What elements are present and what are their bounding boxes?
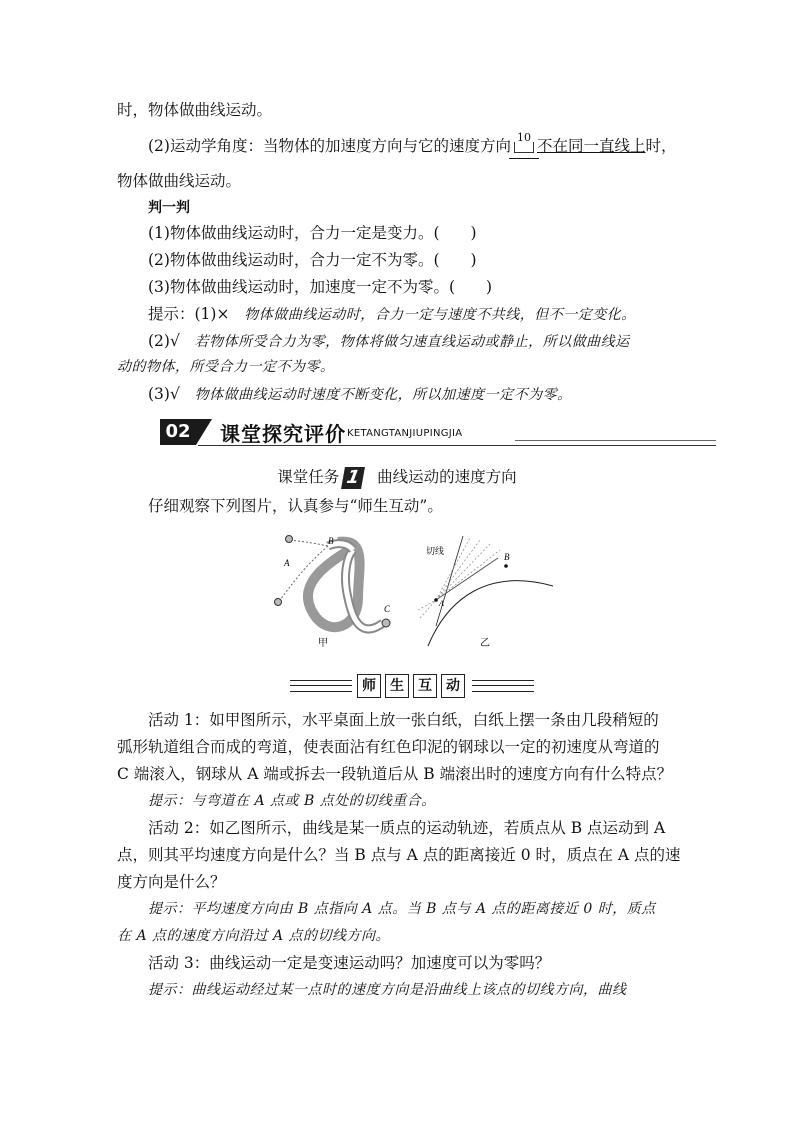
section-banner — [160, 416, 716, 448]
hint-line — [148, 331, 630, 352]
hint-text: 提示：与弯道在 A 点或 B 点处的切线重合。 — [148, 793, 436, 809]
tangent-label: 切线 — [426, 547, 445, 557]
hint-line: 动的物体，所受合力一定不为零。 — [117, 359, 335, 375]
judge-question: (1)物体做曲线运动时，合力一定是变力。( ) — [148, 224, 477, 242]
activity-text: 活动 3：曲线运动一定是变速运动吗？加速度可以为零吗？ — [148, 954, 551, 972]
text-line: 物体做曲线运动。 — [117, 172, 242, 190]
hint-line — [148, 304, 636, 325]
task-title: 曲线运动的速度方向 — [377, 468, 517, 486]
judge-question: (3)物体做曲线运动时，加速度一定不为零。( ) — [148, 278, 493, 296]
fill-blank-marker — [511, 131, 537, 156]
figure-trajectories — [258, 528, 568, 656]
text-segment: 时， — [645, 137, 677, 155]
task-number-badge: 1 — [341, 467, 365, 489]
activity-text: 点，则其平均速度方向是什么？当 B 点与 A 点的距离接近 0 时，质点在 A 点的速 — [117, 846, 681, 864]
tag-char: 师 — [357, 674, 381, 698]
caption-right: 乙 — [480, 638, 490, 649]
tag-char: 生 — [385, 674, 409, 698]
point-label-b: B — [328, 536, 334, 546]
point-label-a: A — [284, 558, 290, 568]
section-title: 课堂探究评价 — [220, 422, 346, 446]
activity-text: 活动 2：如乙图所示，曲线是某一质点的运动轨迹，若质点从 B 点运动到 A — [148, 819, 666, 837]
hint-text: 物体做曲线运动时，合力一定与速度不共线，但不一定变化。 — [244, 307, 636, 323]
task-prefix: 课堂任务 — [277, 468, 340, 486]
tag-char: 动 — [441, 674, 465, 698]
intro-text: 仔细观察下列图片，认真参与“师生互动”。 — [148, 497, 443, 515]
hint-text: 在 A 点的速度方向沿过 A 点的切线方向。 — [117, 928, 391, 944]
point-label-b: B — [504, 552, 510, 562]
hint-label: 提示：(1)× — [148, 305, 230, 323]
section-pinyin: KETANGTANJIUPINGJIA — [347, 428, 463, 439]
activity-text: 活动 1：如甲图所示，水平桌面上放一张白纸，白纸上摆一条由几段稍短的 — [148, 711, 659, 729]
blank-number: 10 — [516, 131, 531, 144]
activity-text: 弧形轨道组合而成的弯道，使表面沾有红色印泥的钢球以一定的初速度从弯道的 — [117, 738, 660, 756]
hint-text: 物体做曲线运动时速度不断变化，所以加速度一定不为零。 — [194, 387, 572, 403]
judge-heading: 判一判 — [148, 200, 190, 216]
point-label-a: A — [439, 599, 444, 608]
section-number: 02 — [160, 419, 196, 445]
text-segment: (2)运动学角度：当物体的加速度方向与它的速度方向 — [148, 137, 511, 155]
point-label-c: C — [384, 604, 391, 614]
text-line — [148, 131, 677, 156]
figure-right-tangent — [418, 536, 553, 649]
judge-question: (2)物体做曲线运动时，合力一定不为零。( ) — [148, 251, 477, 269]
interaction-tag — [290, 674, 535, 698]
tag-char: 互 — [413, 674, 437, 698]
answer-text: 不在同一直线上 — [536, 137, 646, 155]
hint-text: 提示：平均速度方向由 B 点指向 A 点。当 B 点与 A 点的距离接近 0 时，质点 — [148, 901, 656, 917]
hint-text: 提示：曲线运动经过某一点时的速度方向是沿曲线上该点的切线方向，曲线 — [148, 982, 627, 998]
hint-label: (2)√ — [148, 332, 180, 350]
activity-text: C 端滚入，钢球从 A 端或拆去一段轨道后从 B 端滚出时的速度方向有什么特点？ — [117, 765, 673, 783]
hint-label: (3)√ — [148, 385, 180, 403]
task-heading — [0, 465, 794, 489]
hint-line — [148, 384, 572, 405]
caption-left: 甲 — [318, 638, 328, 649]
activity-text: 度方向是什么？ — [117, 873, 226, 891]
text-line: 时，物体做曲线运动。 — [117, 101, 273, 119]
hint-text: 若物体所受合力为零，物体将做匀速直线运动或静止，所以做曲线运 — [194, 334, 630, 350]
figure-left-track — [275, 536, 392, 650]
